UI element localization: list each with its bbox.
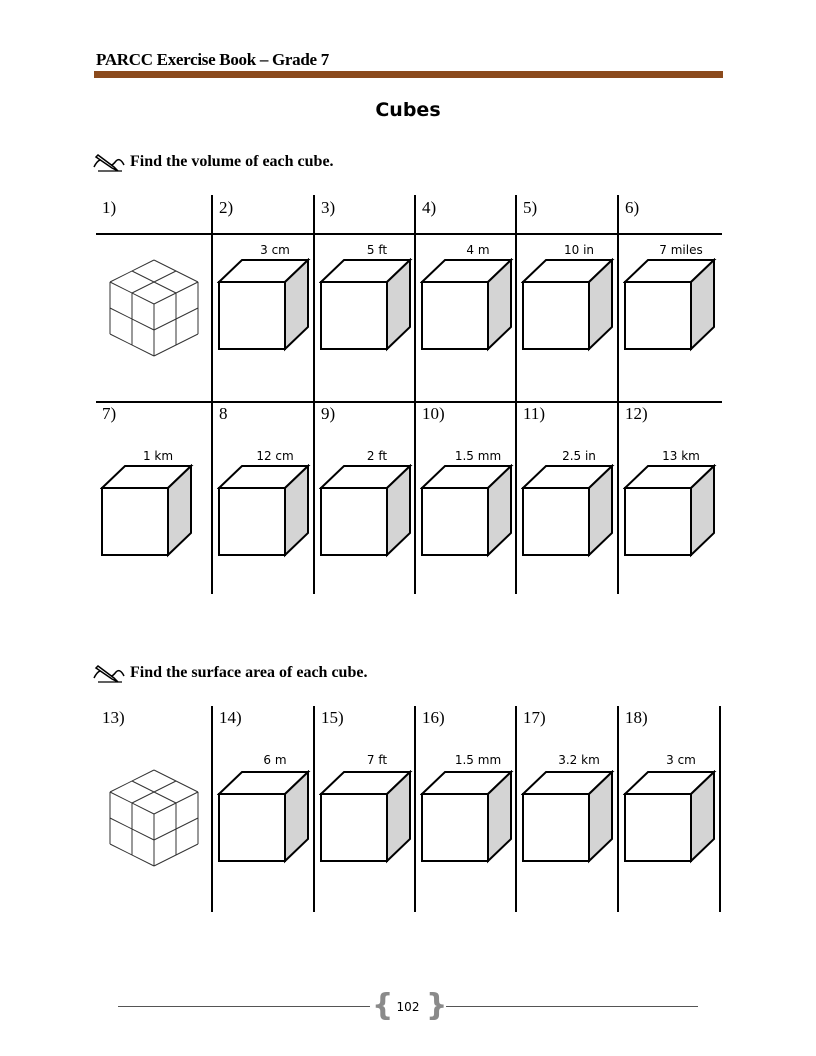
cube-edge-length: 6 m	[263, 753, 287, 767]
footer-bracket-right: }	[426, 988, 448, 1023]
cube-edge-length: 3.2 km	[558, 753, 600, 767]
problem-number: 13)	[102, 708, 125, 727]
problem-number: 18)	[625, 708, 648, 727]
grid-divider	[211, 706, 213, 912]
cube-figure	[319, 770, 419, 870]
surface-instruction	[92, 662, 367, 684]
header-rule	[94, 71, 723, 78]
surface-instruction-text: Find the surface area of each cube.	[130, 664, 368, 681]
problem-number: 15)	[321, 708, 344, 727]
cube-figure	[100, 464, 200, 564]
cube-edge-length: 1.5 mm	[454, 753, 502, 767]
volume-instruction	[92, 151, 334, 173]
cube-figure	[217, 770, 317, 870]
problem-number: 11)	[523, 404, 546, 423]
cube-edge-length: 5 ft	[366, 243, 388, 257]
cube-edge-length: 1.5 mm	[454, 449, 502, 463]
cube-edge-length: 3 cm	[666, 753, 696, 767]
footer-rule	[118, 1006, 370, 1007]
cube-edge-length: 2 ft	[366, 449, 388, 463]
cube-figure	[420, 464, 520, 564]
grid-rule	[96, 233, 722, 235]
cube-edge-length: 3 cm	[260, 243, 290, 257]
problem-number: 12)	[625, 404, 648, 423]
cube-edge-length: 2.5 in	[562, 449, 596, 463]
pencil-writing-icon	[92, 151, 126, 173]
cube-edge-length: 10 in	[563, 243, 595, 257]
cube-figure	[319, 258, 419, 358]
volume-instruction-text: Find the volume of each cube.	[130, 153, 334, 170]
cube-figure	[521, 464, 621, 564]
cube-edge-length: 1 km	[142, 449, 174, 463]
cube-figure	[623, 464, 723, 564]
problem-number: 9)	[321, 404, 336, 423]
cube-edge-length: 7 miles	[659, 243, 703, 257]
grid-rule	[96, 401, 722, 403]
cube-figure	[521, 258, 621, 358]
problem-number: 4)	[422, 198, 437, 217]
cube-figure	[217, 464, 317, 564]
problem-number: 10)	[422, 404, 445, 423]
cube-edge-length: 12 cm	[256, 449, 294, 463]
footer-bracket-left: {	[372, 988, 394, 1023]
pencil-writing-icon	[92, 662, 126, 684]
problem-number: 7)	[102, 404, 117, 423]
cube-figure	[319, 464, 419, 564]
footer-rule	[446, 1006, 698, 1007]
cube-figure	[623, 258, 723, 358]
unit-cube-block-figure	[106, 252, 202, 362]
cube-edge-length: 13 km	[662, 449, 700, 463]
cube-figure	[420, 770, 520, 870]
unit-cube-block-figure	[106, 762, 202, 872]
cube-figure	[217, 258, 317, 358]
problem-number: 1)	[102, 198, 117, 217]
problem-number: 6)	[625, 198, 640, 217]
page-title: Cubes	[375, 99, 441, 121]
problem-number: 5)	[523, 198, 538, 217]
problem-number: 2)	[219, 198, 234, 217]
problem-number: 3)	[321, 198, 336, 217]
page-number: 102	[396, 1000, 420, 1014]
cube-figure	[521, 770, 621, 870]
cube-edge-length: 7 ft	[366, 753, 388, 767]
problem-number: 16)	[422, 708, 445, 727]
problem-number: 14)	[219, 708, 242, 727]
problem-number: 17)	[523, 708, 546, 727]
cube-figure	[623, 770, 723, 870]
problem-number: 8	[219, 404, 228, 423]
grid-divider	[211, 195, 213, 594]
cube-figure	[420, 258, 520, 358]
book-title: PARCC Exercise Book – Grade 7	[96, 50, 329, 69]
cube-edge-length: 4 m	[466, 243, 490, 257]
